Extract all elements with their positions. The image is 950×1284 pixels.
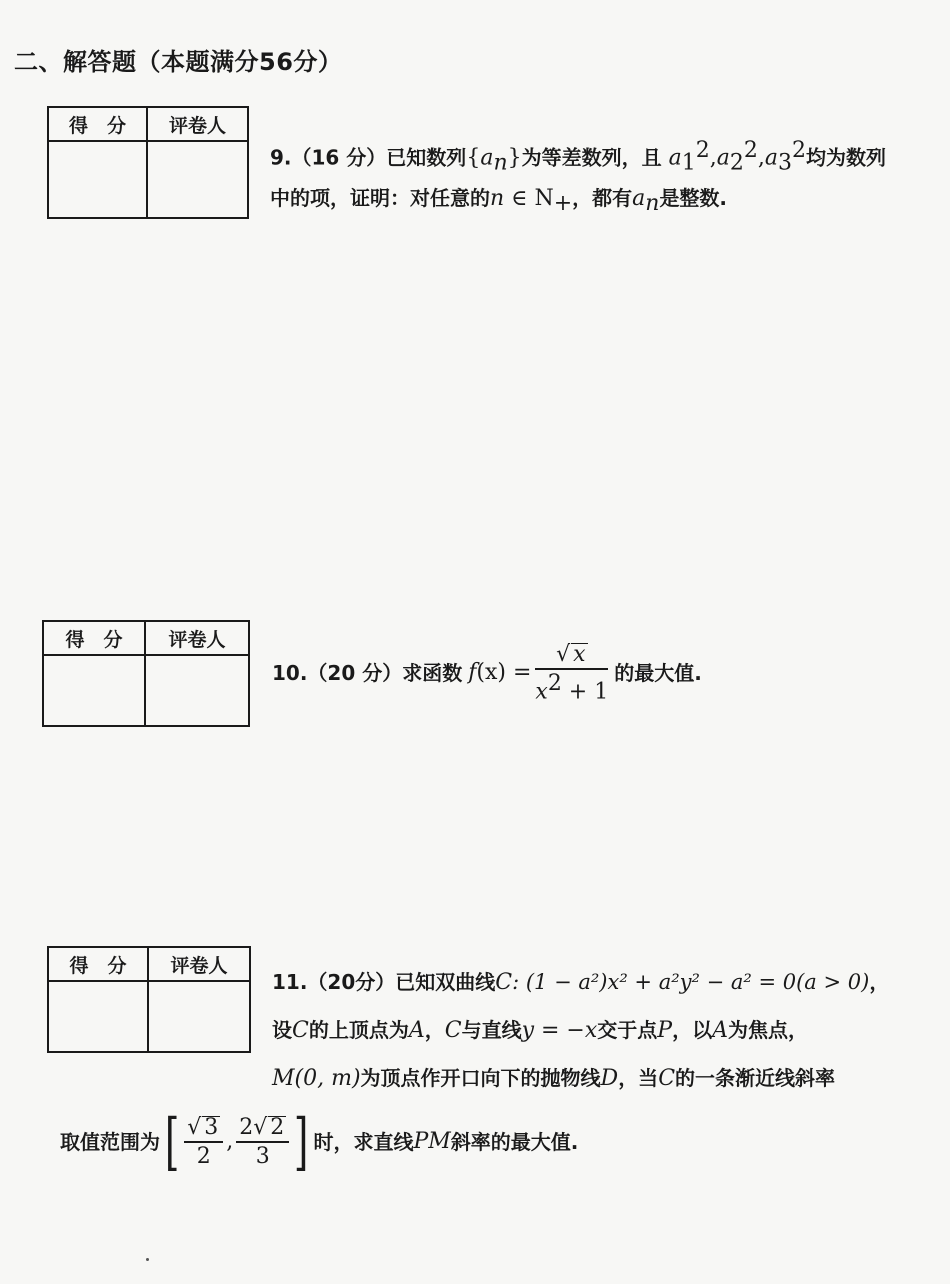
scan-speck bbox=[146, 1258, 149, 1261]
score-box-q10 bbox=[42, 620, 250, 727]
grader-label: 评卷人 bbox=[149, 948, 249, 982]
score-entry-cell[interactable] bbox=[44, 656, 146, 725]
grader-entry-cell[interactable] bbox=[148, 142, 247, 217]
score-label: 得 分 bbox=[49, 108, 148, 142]
score-label: 得 分 bbox=[49, 948, 149, 982]
score-entry-cell[interactable] bbox=[49, 982, 149, 1051]
slope-lower-bound: $\frac{√ 3}{2}$ bbox=[184, 1116, 223, 1168]
grader-entry-cell[interactable] bbox=[146, 656, 248, 725]
grader-label: 评卷人 bbox=[146, 622, 248, 656]
score-label: 得 分 bbox=[44, 622, 146, 656]
section-heading: 二、解答题（本题满分56分） bbox=[14, 48, 343, 76]
score-box-q11 bbox=[47, 946, 251, 1053]
function-fraction: $\frac{√ x}{x^2 + 1}$ bbox=[535, 641, 609, 705]
score-entry-cell[interactable] bbox=[49, 142, 148, 217]
slope-upper-bound: $\frac{2√ 2}{3}$ bbox=[236, 1116, 289, 1168]
score-box-q9 bbox=[47, 106, 249, 219]
grader-entry-cell[interactable] bbox=[149, 982, 249, 1051]
grader-label: 评卷人 bbox=[148, 108, 247, 142]
